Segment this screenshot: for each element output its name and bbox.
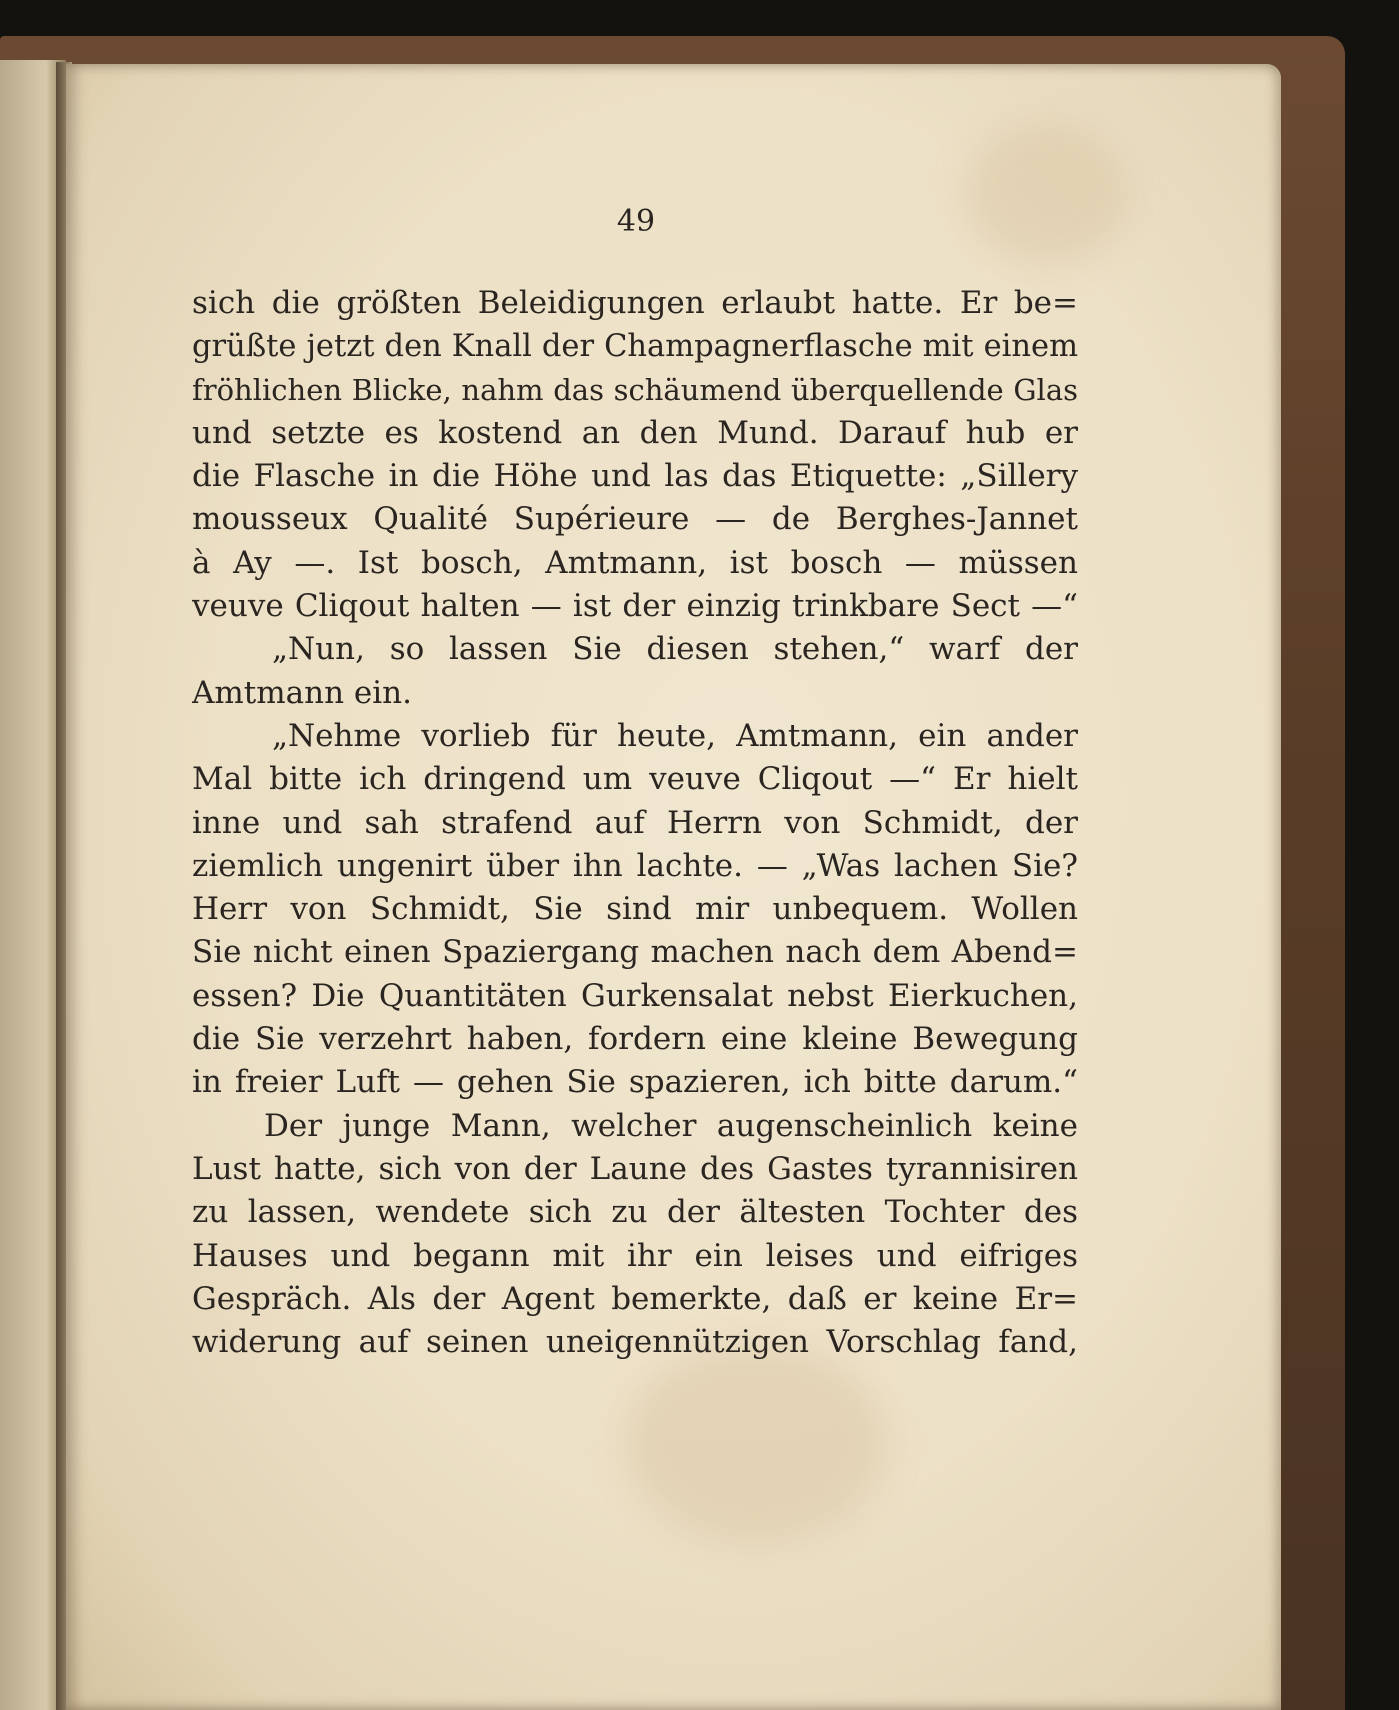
text-line: inne und sah strafend auf Herrn von Schmidt, der	[192, 804, 1078, 841]
book-page	[66, 64, 1281, 1710]
text-line: veuve Cliqout halten — ist der einzig trinkbare Sect —“	[192, 588, 1078, 625]
text-line: Hauses und begann mit ihr ein leises und eifriges	[192, 1237, 1078, 1274]
text-line: „Nun, so lassen Sie diesen stehen,“ warf der	[272, 631, 1078, 668]
text-line: die Flasche in die Höhe und las das Etiquette: „Sillery	[192, 458, 1078, 495]
text-line: die Sie verzehrt haben, fordern eine kleine Bewegung	[192, 1021, 1078, 1058]
text-line: mousseux Qualité Supérieure — de Berghes-Jannet	[192, 501, 1078, 538]
text-line: fröhlichen Blicke, nahm das schäumend überquellende Glas	[192, 372, 1078, 407]
page-stain	[626, 1344, 886, 1544]
text-line: Der junge Mann, welcher augenscheinlich keine	[264, 1107, 1078, 1144]
text-line: à Ay —. Ist bosch, Amtmann, ist bosch — müssen	[192, 544, 1078, 581]
text-line: Herr von Schmidt, Sie sind mir unbequem. Wollen	[192, 891, 1078, 928]
text-line: Gespräch. Als der Agent bemerkte, daß er keine Er=	[192, 1280, 1078, 1317]
text-line: sich die größten Beleidigungen erlaubt hatte. Er be=	[192, 285, 1078, 321]
page-number: 49	[616, 204, 656, 239]
text-line: grüßte jetzt den Knall der Champagnerflasche mit einem	[192, 329, 1078, 365]
text-line: Sie nicht einen Spaziergang machen nach dem Abend=	[192, 934, 1078, 971]
page-stain	[966, 124, 1126, 264]
text-line: essen? Die Quantitäten Gurkensalat nebst Eierkuchen,	[192, 977, 1078, 1014]
text-line: widerung auf seinen uneigennützigen Vorschlag fand,	[192, 1324, 1078, 1361]
body-text	[192, 282, 1078, 1364]
text-line: Amtmann ein.	[192, 674, 412, 711]
text-line: Lust hatte, sich von der Laune des Gastes tyrannisiren	[192, 1150, 1078, 1187]
text-line: „Nehme vorlieb für heute, Amtmann, ein ander	[272, 717, 1078, 754]
text-line: in freier Luft — gehen Sie spazieren, ich bitte darum.“	[192, 1064, 1078, 1101]
text-line: ziemlich ungenirt über ihn lachte. — „Was lachen Sie?	[192, 847, 1078, 884]
text-line: Mal bitte ich dringend um veuve Cliqout —“ Er hielt	[192, 761, 1078, 798]
text-line: und setzte es kostend an den Mund. Darauf hub er	[192, 414, 1078, 451]
text-line: zu lassen, wendete sich zu der ältesten Tochter des	[192, 1194, 1078, 1231]
